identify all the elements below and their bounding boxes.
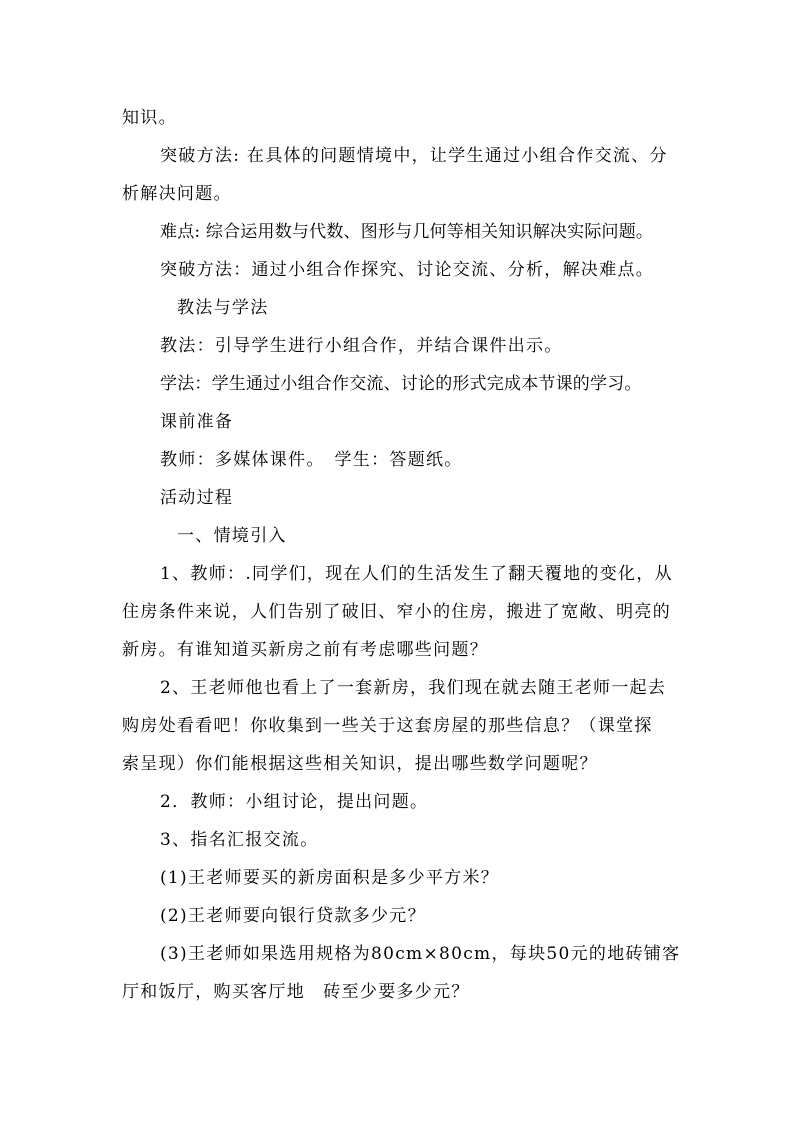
text-line: 学法：学生通过小组合作交流、讨论的形式完成本节课的学习。 (160, 374, 642, 394)
text-line: 新房。有谁知道买新房之前有考虑哪些问题？ (122, 640, 488, 660)
text-line: 教法：引导学生进行小组合作，并结合课件出示。 (160, 336, 563, 356)
text-line: 1、教师：.同学们，现在人们的生活发生了翻天覆地的变化，从 (160, 564, 673, 584)
text-line: 知识。 (122, 108, 177, 128)
section-heading: 一、情境引入 (177, 526, 287, 546)
text-line: 突破方法: 在具体的问题情境中，让学生通过小组合作交流、分 (160, 146, 668, 166)
text-line: 教师：多媒体课件。 学生：答题纸。 (160, 450, 463, 470)
section-heading: 课前准备 (160, 412, 234, 432)
text-line: 难点: 综合运用数与代数、图形与几何等相关知识解决实际问题。 (160, 222, 654, 242)
text-line: 厅和饭厅，购买客厅地 砖至少要多少元？ (122, 982, 470, 1002)
text-line: 购房处看看吧！你收集到一些关于这套房屋的那些信息？（课堂探 (122, 716, 653, 736)
text-line: 索呈现）你们能根据这些相关知识，提出哪些数学问题呢？ (122, 754, 598, 774)
question-item: (3)王老师如果选用规格为80cm×80cm，每块50元的地砖铺客 (160, 944, 681, 964)
text-line: 3、指名汇报交流。 (160, 830, 319, 850)
text-line: 2．教师：小组讨论，提出问题。 (160, 792, 429, 812)
section-heading: 教法与学法 (177, 298, 269, 318)
section-heading: 活动过程 (160, 488, 234, 508)
text-line: 析解决问题。 (122, 184, 232, 204)
text-line: 2、王老师他也看上了一套新房，我们现在就去随王老师一起去 (160, 678, 667, 698)
text-line: 突破方法：通过小组合作探究、讨论交流、分析，解决难点。 (160, 260, 655, 280)
question-item: (1)王老师要买的新房面积是多少平方米？ (160, 868, 500, 888)
text-line: 住房条件来说，人们告别了破旧、窄小的住房，搬进了宽敞、明亮的 (122, 602, 671, 622)
question-item: (2)王老师要向银行贷款多少元？ (160, 906, 426, 926)
